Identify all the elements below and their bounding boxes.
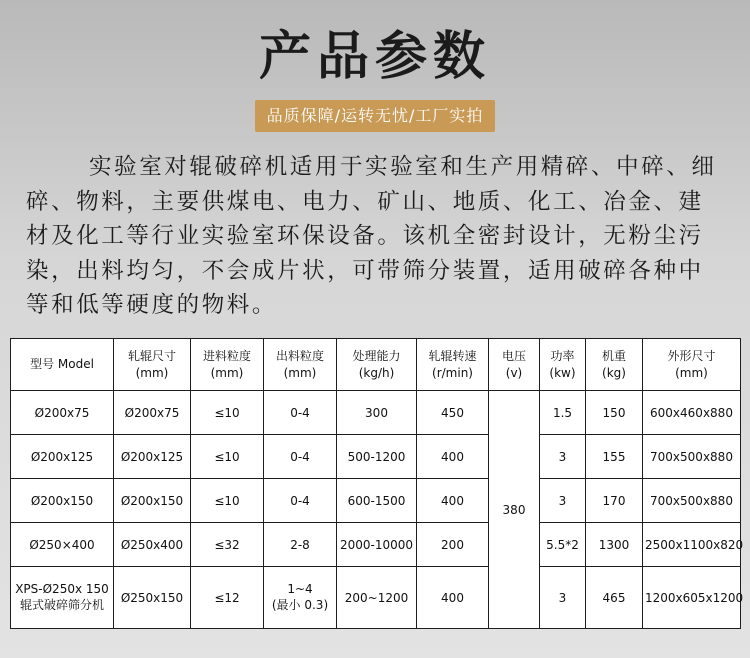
table-row <box>11 435 741 479</box>
cell-roll-speed: 450 <box>417 391 489 435</box>
table-row <box>11 391 741 435</box>
cell-feed-size: ≤32 <box>191 523 264 567</box>
cell-feed-size: ≤10 <box>191 435 264 479</box>
cell-power: 3 <box>540 479 586 523</box>
cell-weight: 170 <box>586 479 643 523</box>
cell-roll-speed: 400 <box>417 435 489 479</box>
cell-model: Ø200x125 <box>11 435 114 479</box>
cell-output-size: 1~4 (最小 0.3) <box>264 567 337 629</box>
cell-output-size: 0-4 <box>264 435 337 479</box>
cell-capacity: 300 <box>337 391 417 435</box>
cell-model: XPS-Ø250x 150 辊式破碎筛分机 <box>11 567 114 629</box>
table-row <box>11 567 741 629</box>
header-feed-size: 进料粒度 (mm) <box>191 339 264 391</box>
cell-dimensions: 1200x605x1200 <box>643 567 741 629</box>
cell-roll-size: Ø250x150 <box>114 567 191 629</box>
header-power: 功率 (kw) <box>540 339 586 391</box>
cell-feed-size: ≤10 <box>191 479 264 523</box>
cell-roll-size: Ø200x125 <box>114 435 191 479</box>
header-dimensions: 外形尺寸 (mm) <box>643 339 741 391</box>
header-roll-size: 轧辊尺寸 (mm) <box>114 339 191 391</box>
cell-roll-size: Ø200x75 <box>114 391 191 435</box>
subtitle-badge: 品质保障/运转无忧/工厂实拍 <box>255 100 496 132</box>
cell-roll-size: Ø250x400 <box>114 523 191 567</box>
cell-weight: 150 <box>586 391 643 435</box>
header-roll-speed: 轧辊转速 (r/min) <box>417 339 489 391</box>
spec-table <box>10 338 744 629</box>
cell-power: 3 <box>540 567 586 629</box>
cell-power: 3 <box>540 435 586 479</box>
cell-model: Ø250×400 <box>11 523 114 567</box>
cell-power: 5.5*2 <box>540 523 586 567</box>
cell-model: Ø200x75 <box>11 391 114 435</box>
table-row <box>11 479 741 523</box>
cell-weight: 1300 <box>586 523 643 567</box>
header-capacity: 处理能力 (kg/h) <box>337 339 417 391</box>
cell-weight: 465 <box>586 567 643 629</box>
cell-output-size: 0-4 <box>264 391 337 435</box>
cell-dimensions: 600x460x880 <box>643 391 741 435</box>
cell-roll-speed: 200 <box>417 523 489 567</box>
cell-output-size: 2-8 <box>264 523 337 567</box>
cell-roll-size: Ø200x150 <box>114 479 191 523</box>
table-row <box>11 523 741 567</box>
subtitle-banner <box>0 100 750 132</box>
cell-feed-size: ≤12 <box>191 567 264 629</box>
cell-roll-speed: 400 <box>417 567 489 629</box>
table-header-row <box>11 339 741 391</box>
cell-dimensions: 700x500x880 <box>643 479 741 523</box>
header-weight: 机重 (kg) <box>586 339 643 391</box>
product-description: 实验室对辊破碎机适用于实验室和生产用精碎、中碎、细碎、物料，主要供煤电、电力、矿山、地质、化工、冶金、建材及化工等行业实验室环保设备。该机全密封设计，无粉尘污染，出料均匀，不会成片状，可带筛分装置，适用破碎各种中等和低等硬度的物料。 <box>26 154 717 318</box>
cell-feed-size: ≤10 <box>191 391 264 435</box>
cell-roll-speed: 400 <box>417 479 489 523</box>
header-output-size: 出料粒度 (mm) <box>264 339 337 391</box>
cell-dimensions: 2500x1100x820 <box>643 523 741 567</box>
cell-capacity: 2000-10000 <box>337 523 417 567</box>
cell-voltage: 380 <box>489 391 540 629</box>
page-title: 产品参数 <box>258 27 491 87</box>
cell-capacity: 600-1500 <box>337 479 417 523</box>
cell-output-size: 0-4 <box>264 479 337 523</box>
cell-capacity: 500-1200 <box>337 435 417 479</box>
cell-model: Ø200x150 <box>11 479 114 523</box>
cell-power: 1.5 <box>540 391 586 435</box>
cell-capacity: 200~1200 <box>337 567 417 629</box>
cell-dimensions: 700x500x880 <box>643 435 741 479</box>
header-voltage: 电压 (v) <box>489 339 540 391</box>
header-model: 型号 Model <box>11 339 114 391</box>
cell-weight: 155 <box>586 435 643 479</box>
